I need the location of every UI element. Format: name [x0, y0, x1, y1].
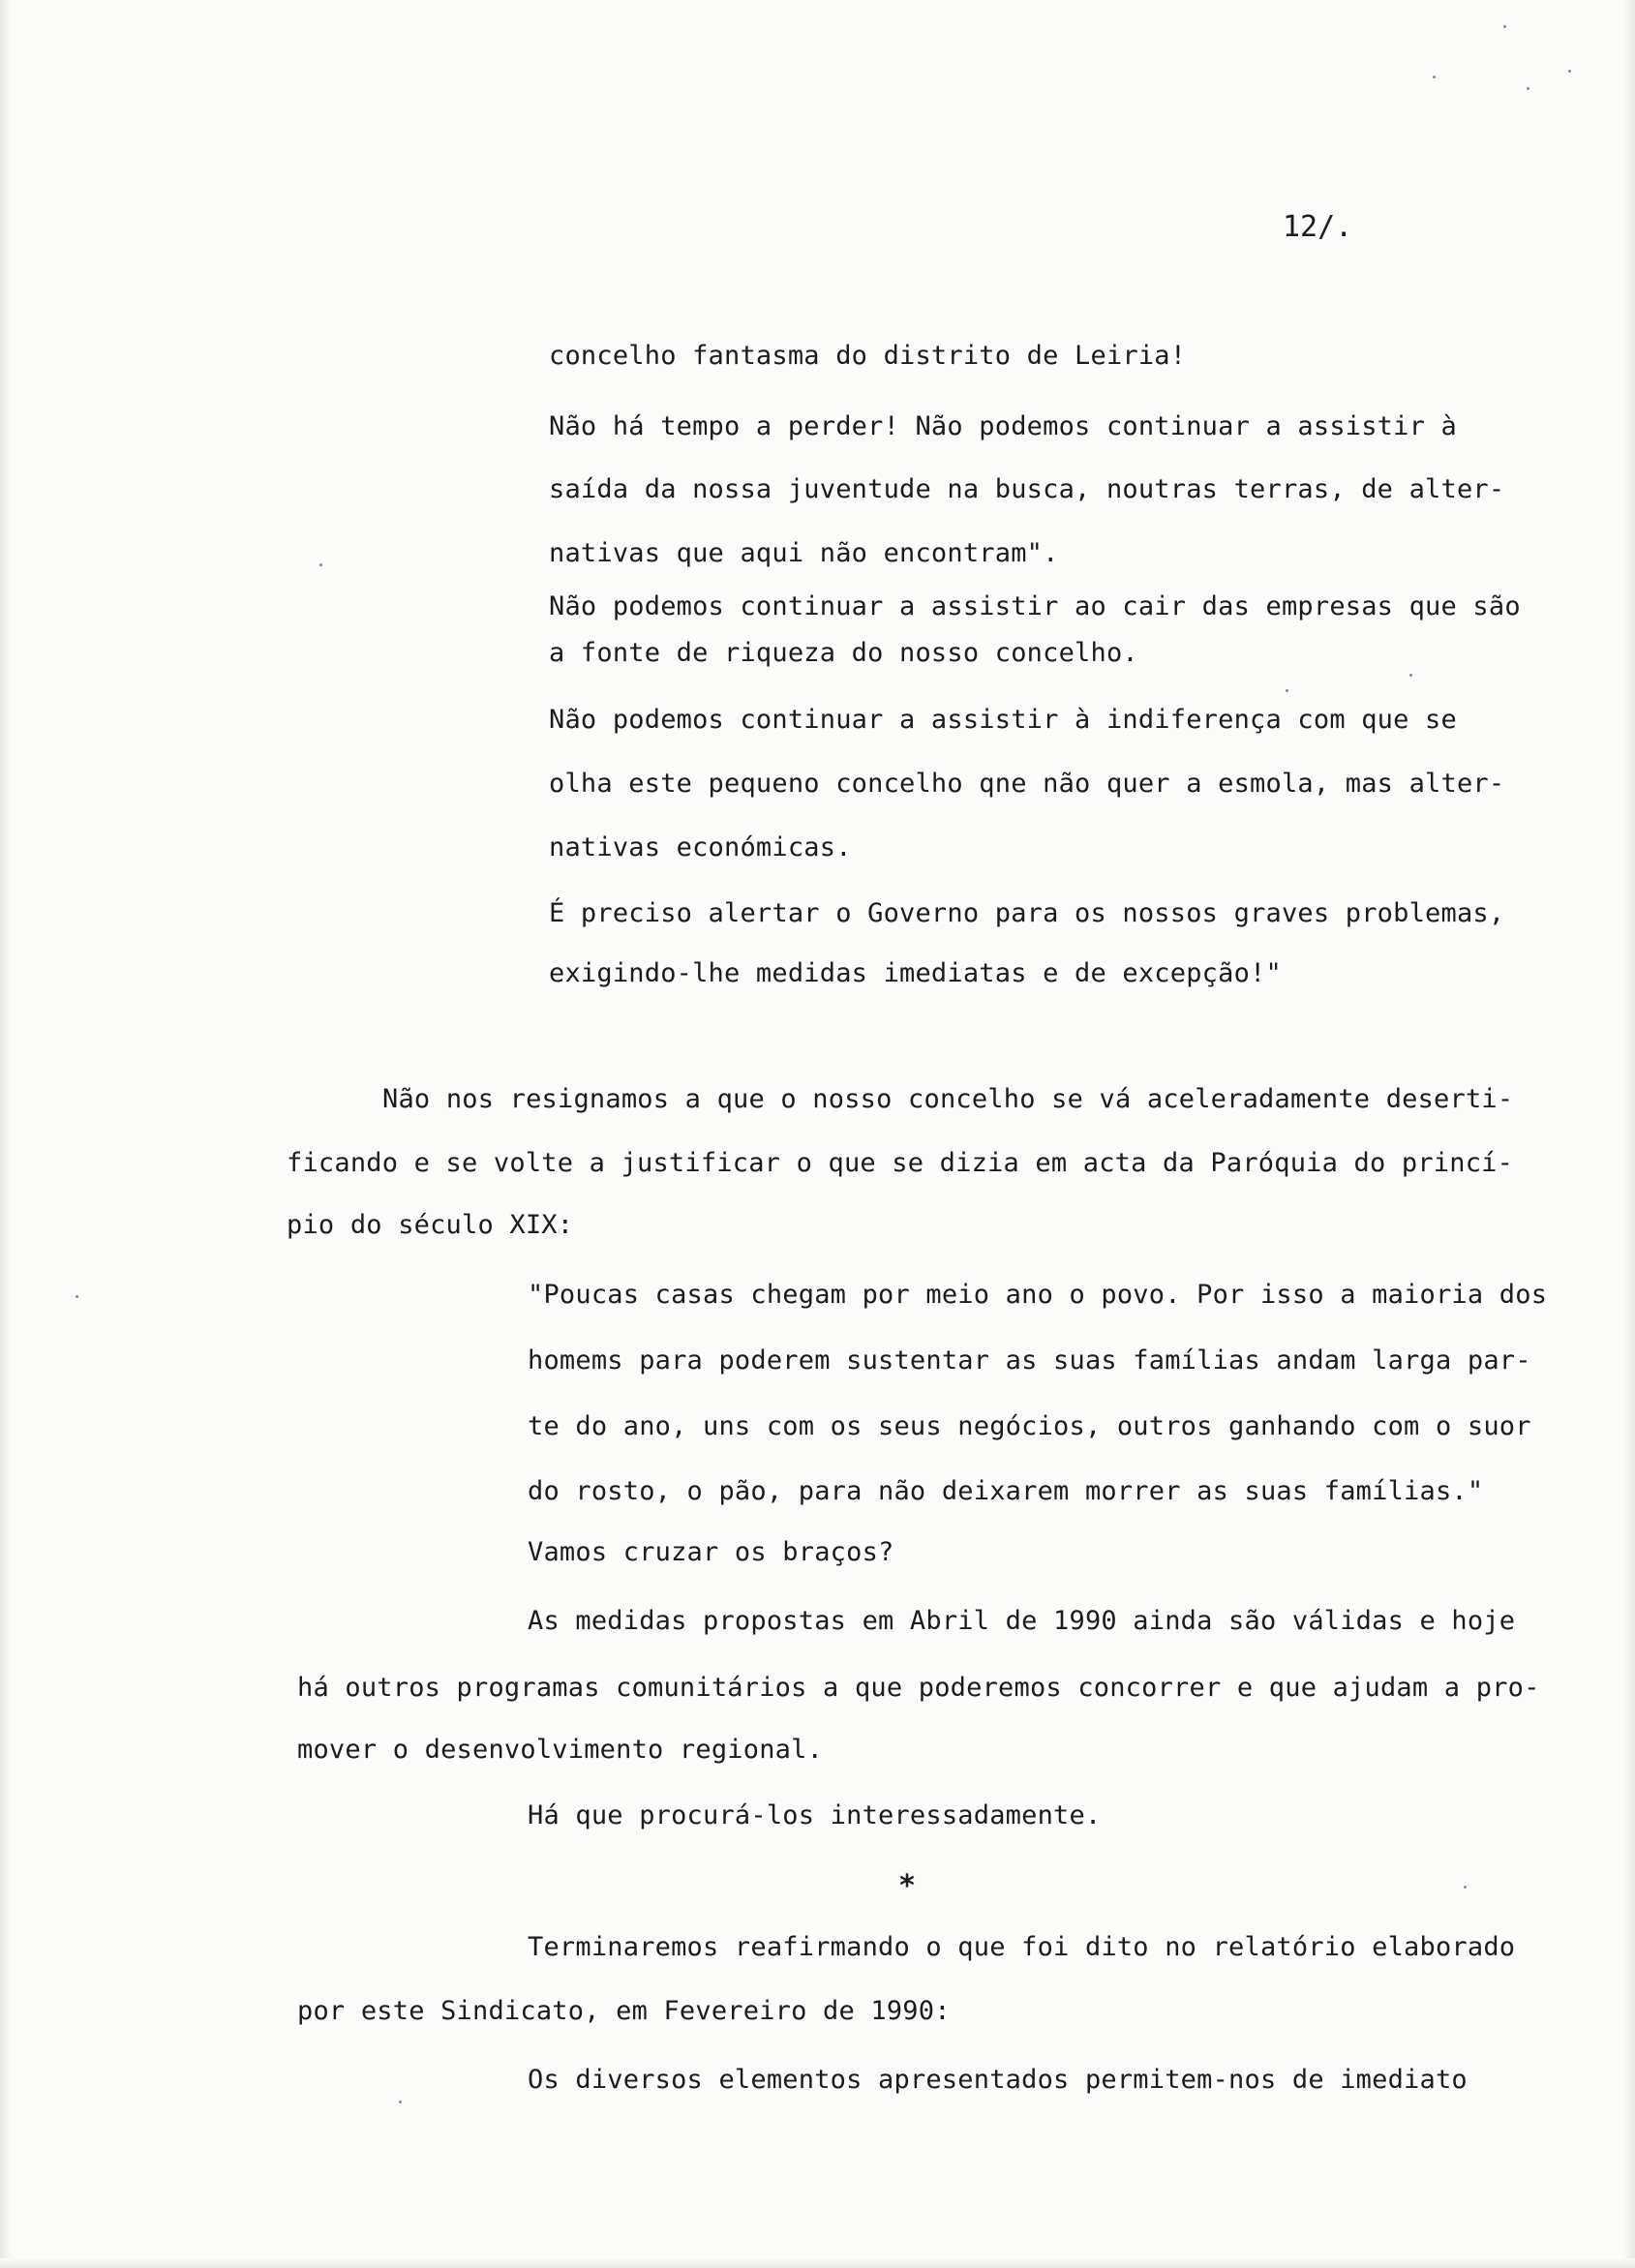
scan-speck [1409, 674, 1412, 677]
text-line: pio do século XIX: [287, 1210, 574, 1240]
text-line: exigindo-lhe medidas imediatas e de excepção!" [549, 958, 1282, 988]
scan-speck [1568, 70, 1571, 73]
text-line: Não há tempo a perder! Não podemos continuar a assistir à [549, 411, 1457, 441]
text-line: nativas que aqui não encontram". [549, 538, 1059, 568]
text-line: Não nos resignamos a que o nosso concelho se vá aceleradamente deserti- [382, 1084, 1514, 1114]
bottom-paper-edge [0, 2258, 1635, 2268]
scan-speck [1527, 87, 1529, 90]
text-line: concelho fantasma do distrito de Leiria! [549, 341, 1187, 371]
text-line: Terminaremos reafirmando o que foi dito no relatório elaborado [528, 1932, 1516, 1962]
scan-speck [76, 1295, 78, 1298]
text-line: As medidas propostas em Abril de 1990 ainda são válidas e hoje [528, 1606, 1516, 1636]
text-line: Vamos cruzar os braços? [528, 1537, 894, 1567]
scan-speck [399, 2101, 402, 2103]
text-line: olha este pequeno concelho qne não quer a esmola, mas alter- [549, 769, 1505, 799]
scan-speck [1433, 76, 1436, 78]
page-number: 12/. [1283, 210, 1353, 244]
text-line: te do ano, uns com os seus negócios, outros ganhando com o suor [528, 1411, 1531, 1441]
scan-speck [1464, 1886, 1467, 1889]
text-line: há outros programas comunitários a que poderemos concorrer e que ajudam a pro- [297, 1673, 1540, 1703]
text-line: "Poucas casas chegam por meio ano o povo. Por isso a maioria dos [528, 1280, 1548, 1310]
text-line: Não podemos continuar a assistir ao cair das empresas que são [549, 591, 1521, 621]
right-paper-edge [1623, 0, 1635, 2268]
left-paper-edge [0, 0, 12, 2268]
text-line: nativas económicas. [549, 832, 852, 862]
section-separator: * [898, 1869, 917, 1903]
text-line: a fonte de riqueza do nosso concelho. [549, 638, 1138, 668]
scan-speck [319, 563, 322, 566]
text-line: mover o desenvolvimento regional. [297, 1735, 824, 1765]
text-line: É preciso alertar o Governo para os nossos graves problemas, [549, 898, 1505, 928]
text-line: saída da nossa juventude na busca, noutras terras, de alter- [549, 474, 1505, 504]
text-line: do rosto, o pão, para não deixarem morrer as suas famílias." [528, 1476, 1484, 1506]
text-line: Os diversos elementos apresentados permitem-nos de imediato [528, 2065, 1468, 2095]
text-line: Não podemos continuar a assistir à indiferença com que se [549, 705, 1457, 735]
text-line: ficando e se volte a justificar o que se dizia em acta da Paróquia do princí- [287, 1148, 1514, 1178]
text-line: por este Sindicato, em Fevereiro de 1990: [297, 1996, 951, 2026]
text-line: Há que procurá-los interessadamente. [528, 1800, 1102, 1830]
scan-speck [1286, 689, 1288, 692]
text-line: homems para poderem sustentar as suas famílias andam larga par- [528, 1346, 1531, 1376]
scan-speck [1503, 25, 1506, 28]
